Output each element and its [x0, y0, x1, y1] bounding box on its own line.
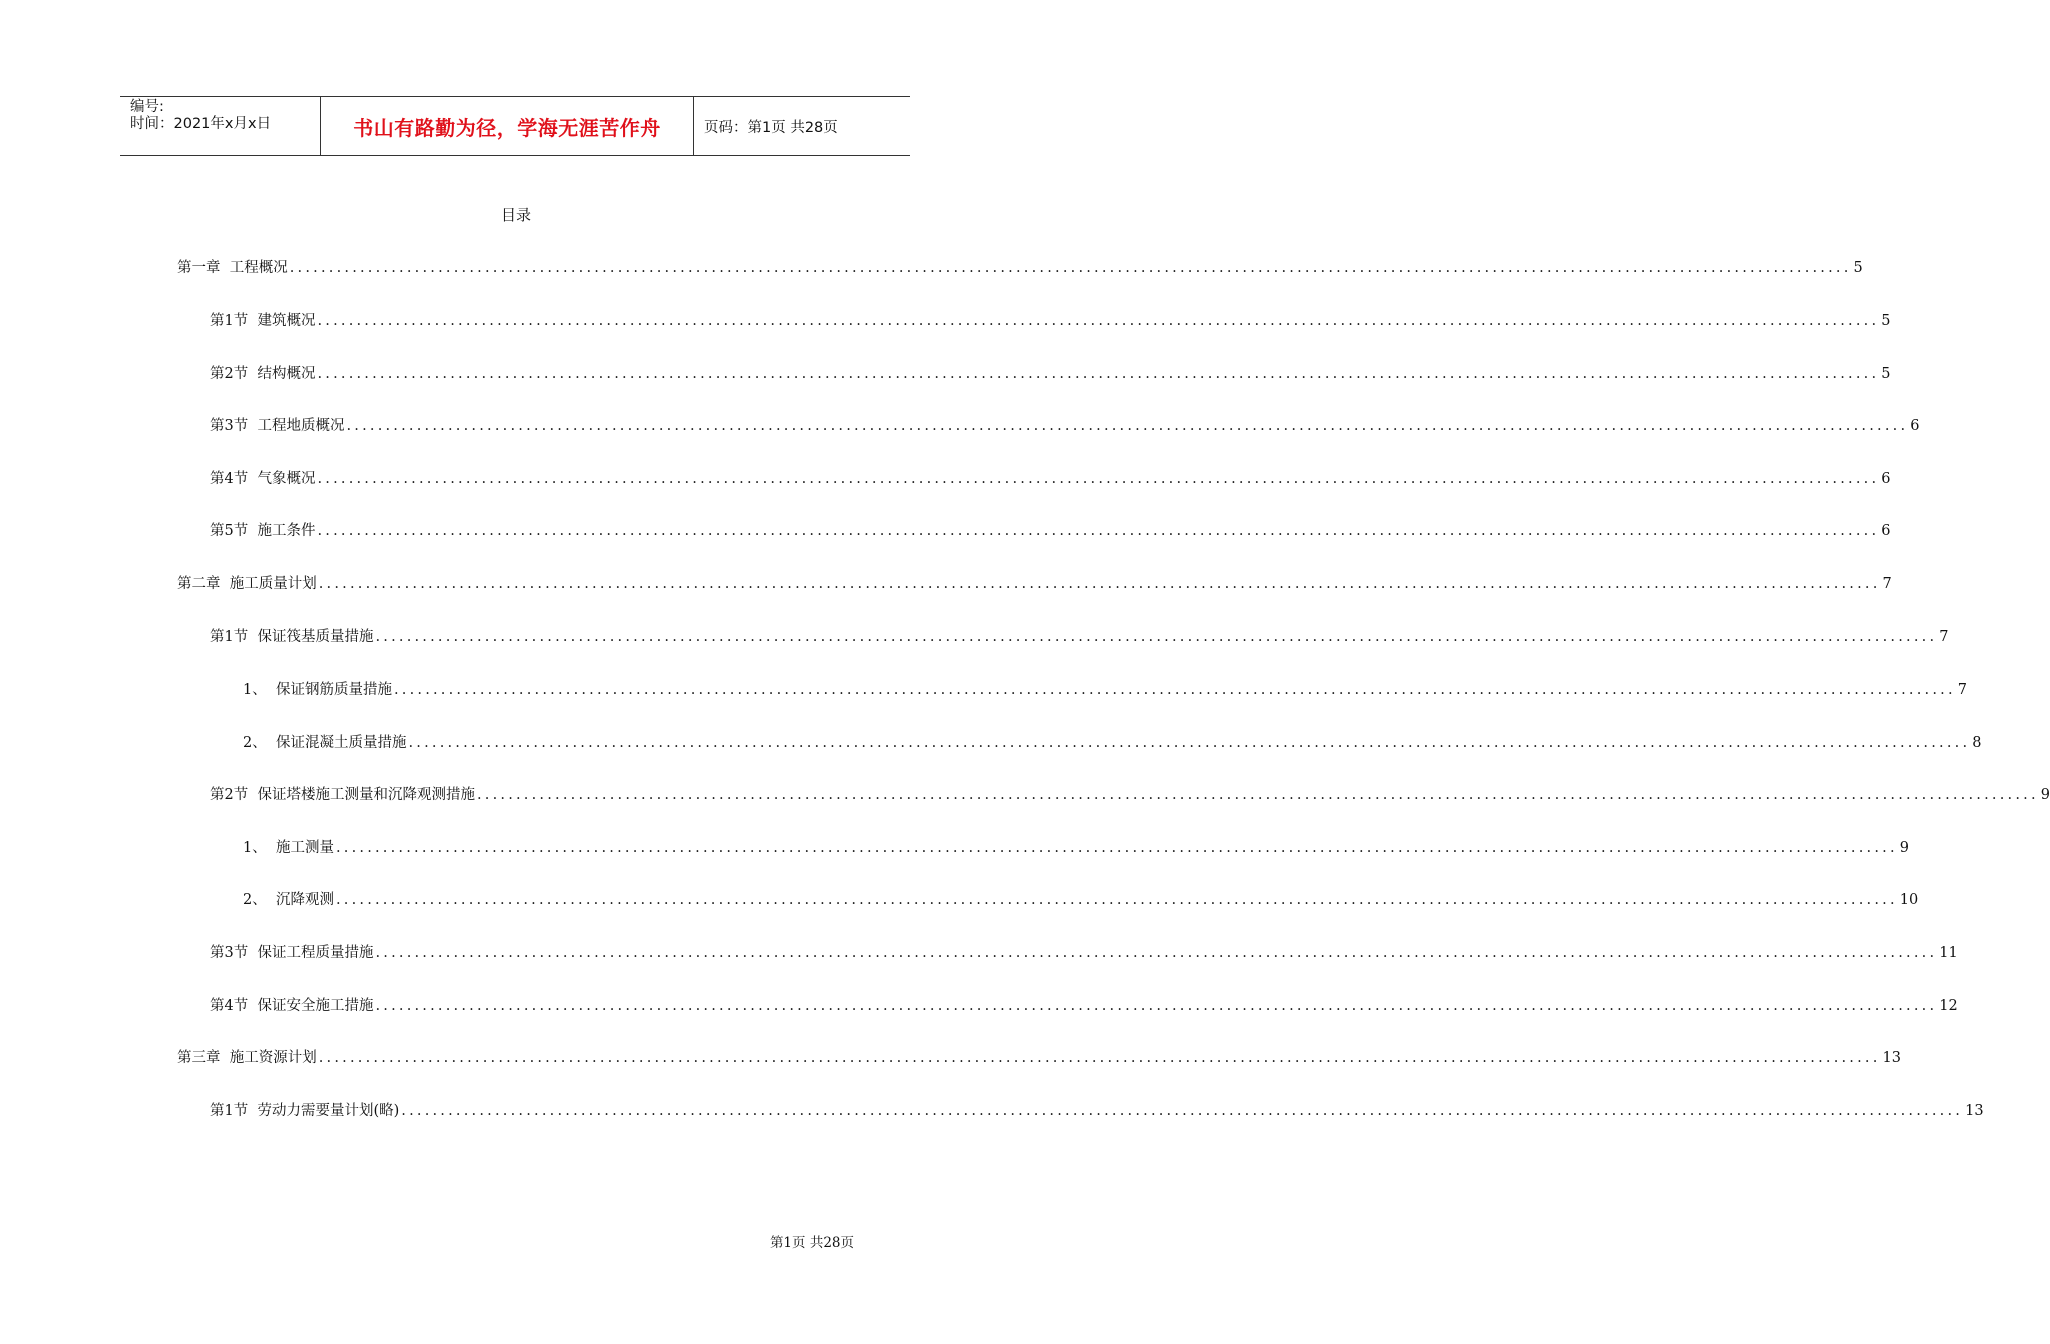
toc-entry-label: 2、 保证混凝土质量措施 [243, 735, 407, 751]
toc-leader-dots: ........................................................................................................................................................................................................ [408, 735, 1971, 751]
toc-entry[interactable] [210, 311, 1891, 331]
toc-entry-label: 第1节 建筑概况 [210, 313, 316, 329]
toc-leader-dots: ........................................................................................................................................................................................................ [317, 313, 1880, 329]
toc-entry[interactable] [243, 890, 1919, 910]
toc-entry-page: 5 [1853, 260, 1863, 276]
toc-entry[interactable] [243, 733, 1982, 753]
toc-leader-dots: ........................................................................................................................................................................................................ [375, 998, 1938, 1014]
toc-entry-page: 8 [1972, 735, 1982, 751]
toc-entry-page: 11 [1939, 945, 1958, 961]
toc-entry[interactable] [243, 838, 1910, 858]
toc-entry[interactable] [210, 364, 1891, 384]
toc-entry-label: 第3节 保证工程质量措施 [210, 945, 374, 961]
toc-entry-page: 10 [1899, 892, 1919, 908]
toc-entry[interactable] [210, 996, 1958, 1016]
toc-entry-page: 13 [1965, 1103, 1984, 1119]
toc-title: 目录 [500, 206, 531, 224]
header-motto: 书山有路勤为径，学海无涯苦作舟 [321, 97, 694, 155]
toc-entry[interactable] [210, 416, 1920, 436]
toc-entry[interactable] [210, 1101, 1984, 1121]
toc-entry-label: 第4节 气象概况 [210, 471, 316, 487]
toc-entry[interactable] [210, 785, 2050, 805]
toc-leader-dots: ........................................................................................................................................................................................................ [401, 1103, 1964, 1119]
header-meta [120, 97, 321, 155]
toc-leader-dots: ........................................................................................................................................................................................................ [335, 840, 1898, 856]
toc-leader-dots: ........................................................................................................................................................................................................ [476, 787, 2039, 803]
toc-leader-dots: ........................................................................................................................................................................................................ [317, 366, 1880, 382]
toc-entry-label: 第2节 保证塔楼施工测量和沉降观测措施 [210, 787, 475, 803]
toc-entry[interactable] [210, 469, 1891, 489]
toc-entry[interactable] [177, 258, 1863, 278]
toc-entry[interactable] [243, 680, 1968, 700]
toc-leader-dots: ........................................................................................................................................................................................................ [393, 682, 1956, 698]
toc-entry-page: 13 [1882, 1050, 1901, 1066]
toc-leader-dots: ........................................................................................................................................................................................................ [317, 523, 1880, 539]
toc-entry[interactable] [177, 1048, 1901, 1068]
toc-entry[interactable] [210, 521, 1891, 541]
toc-leader-dots: ........................................................................................................................................................................................................ [317, 471, 1880, 487]
toc-entry-label: 第5节 施工条件 [210, 523, 316, 539]
toc-entry-page: 12 [1939, 998, 1958, 1014]
toc-leader-dots: ........................................................................................................................................................................................................ [335, 892, 1898, 908]
toc-entry-page: 6 [1910, 418, 1920, 434]
toc-leader-dots: ........................................................................................................................................................................................................ [375, 945, 1938, 961]
toc-entry[interactable] [210, 627, 1949, 647]
toc-entry-label: 1、 施工测量 [243, 840, 334, 856]
toc-entry-label: 第一章 工程概况 [177, 260, 288, 276]
toc-entry[interactable] [177, 574, 1892, 594]
serial-label: 编号: [130, 99, 164, 115]
toc-entry-page: 7 [1939, 629, 1949, 645]
toc-leader-dots: ........................................................................................................................................................................................................ [289, 260, 1852, 276]
toc-entry-page: 7 [1882, 576, 1892, 592]
toc-entry-label: 第3节 工程地质概况 [210, 418, 345, 434]
page-footer: 第1页 共28页 [769, 1235, 854, 1251]
toc-leader-dots: ........................................................................................................................................................................................................ [318, 1050, 1881, 1066]
toc-entry-page: 5 [1881, 366, 1891, 382]
toc-leader-dots: ........................................................................................................................................................................................................ [346, 418, 1909, 434]
toc-entry-label: 第1节 保证筏基质量措施 [210, 629, 374, 645]
toc-entry-page: 7 [1957, 682, 1968, 698]
toc-entry-page: 5 [1881, 313, 1891, 329]
header-page-code: 页码：第1页 共28页 [704, 119, 838, 136]
toc-entry-label: 第1节 劳动力需要量计划(略) [210, 1103, 400, 1119]
toc-entry-label: 第4节 保证安全施工措施 [210, 998, 374, 1014]
toc-entry-page: 6 [1881, 523, 1891, 539]
toc-entry-page: 9 [2040, 787, 2050, 803]
toc-leader-dots: ........................................................................................................................................................................................................ [318, 576, 1881, 592]
toc-entry-label: 1、 保证钢筋质量措施 [243, 682, 392, 698]
page-header [120, 96, 910, 156]
toc-entry-label: 2、 沉降观测 [243, 892, 334, 908]
toc-entry-page: 6 [1881, 471, 1891, 487]
toc-entry-label: 第2节 结构概况 [210, 366, 316, 382]
toc-entry-label: 第二章 施工质量计划 [177, 576, 317, 592]
toc-leader-dots: ........................................................................................................................................................................................................ [375, 629, 1938, 645]
time-label: 时间：2021年x月x日 [130, 116, 272, 132]
toc-entry[interactable] [210, 943, 1958, 963]
toc-entry-label: 第三章 施工资源计划 [177, 1050, 317, 1066]
toc-entry-page: 9 [1899, 840, 1910, 856]
